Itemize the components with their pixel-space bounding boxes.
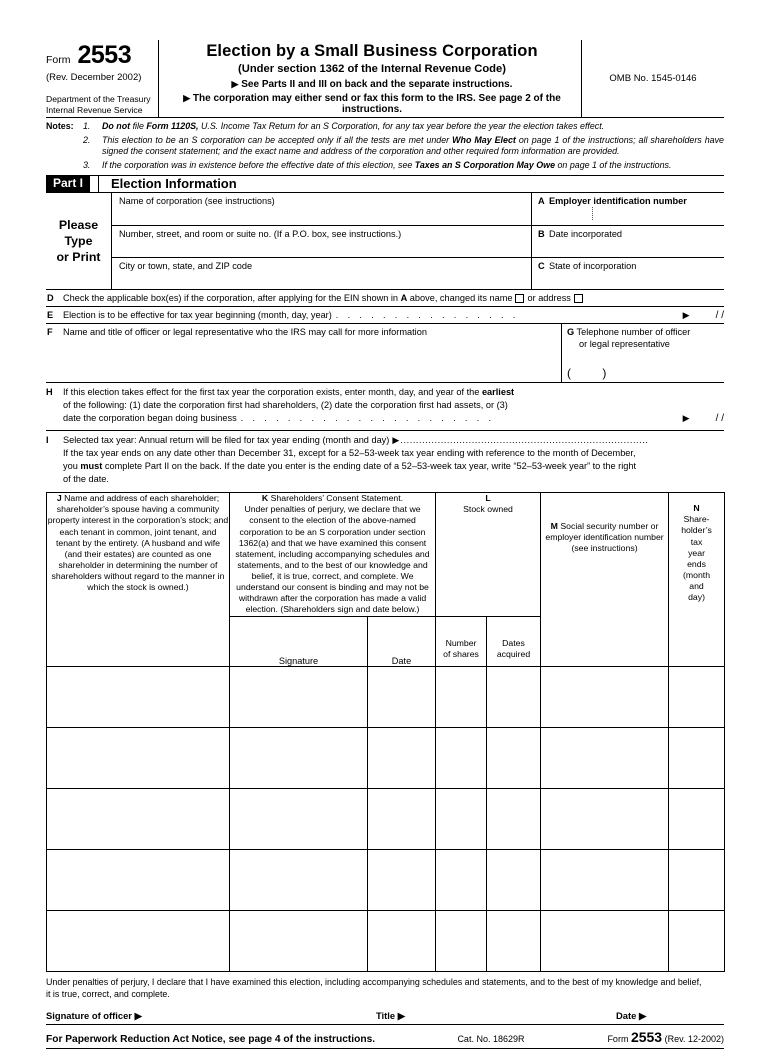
note-item bbox=[46, 160, 724, 172]
item-g-letter: G bbox=[567, 327, 575, 338]
cell-shareholder-consent-date[interactable] bbox=[368, 910, 436, 971]
address-change-checkbox[interactable] bbox=[574, 294, 583, 303]
row-i-line-2 bbox=[46, 447, 724, 460]
subheader-signature bbox=[230, 616, 368, 666]
form-number: 2553 bbox=[77, 41, 132, 69]
note-text: Do not file Form 1120S, U.S. Income Tax Return for an S Corporation, for any tax year before the year the election takes effect. bbox=[102, 120, 605, 131]
row-d-bold-a: A bbox=[400, 293, 408, 304]
form-sheet bbox=[46, 40, 724, 1049]
footer-form-number: 2553 bbox=[630, 1028, 663, 1045]
cell-dates-acquired[interactable] bbox=[487, 788, 541, 849]
row-d-text-mid: above, changed its name bbox=[409, 293, 513, 304]
row-h-indent-3 bbox=[46, 412, 63, 427]
telephone-label-line1: Telephone number of officer bbox=[576, 327, 691, 338]
column-n-text: Share- holder’s tax year ends (month and day) bbox=[681, 514, 712, 603]
cell-tax-year-ends[interactable] bbox=[669, 910, 725, 971]
cell-shareholder-signature[interactable] bbox=[230, 788, 368, 849]
item-c-letter: C bbox=[538, 261, 545, 272]
column-n-key: N bbox=[693, 503, 700, 514]
part-1-badge: Part I bbox=[46, 176, 90, 192]
column-header-n bbox=[669, 493, 725, 666]
cell-shareholder-consent-date[interactable] bbox=[368, 727, 436, 788]
cell-ssn-or-ein[interactable] bbox=[541, 788, 669, 849]
row-i-line-4 bbox=[46, 473, 724, 486]
item-d-letter: D bbox=[47, 293, 54, 304]
name-change-checkbox[interactable] bbox=[515, 294, 524, 303]
cell-shareholder-consent-date[interactable] bbox=[368, 788, 436, 849]
row-i-indent-2 bbox=[46, 447, 63, 460]
form-revision: (Rev. December 2002) bbox=[46, 72, 142, 83]
subheader-dates-acquired bbox=[487, 616, 541, 666]
name-of-corporation-field[interactable] bbox=[112, 193, 532, 225]
subheader-number-of-shares bbox=[436, 616, 487, 666]
date-incorporated-field[interactable] bbox=[532, 226, 724, 257]
telephone-field[interactable] bbox=[562, 324, 724, 382]
row-i-text-3a: you bbox=[63, 461, 81, 472]
instruction-line-2 bbox=[167, 93, 577, 117]
cell-tax-year-ends[interactable] bbox=[669, 727, 725, 788]
row-i-line-3 bbox=[46, 460, 724, 473]
cell-shareholder-name-address[interactable] bbox=[47, 849, 230, 910]
city-state-zip-label: City or town, state, and ZIP code bbox=[119, 261, 253, 272]
row-street-address[interactable] bbox=[112, 225, 724, 257]
row-h-line-3 bbox=[46, 412, 724, 427]
table-row bbox=[47, 788, 725, 849]
item-h-letter: H bbox=[46, 386, 53, 397]
note-text: If the corporation was in existence before the effective date of this election, see Taxes an S Corporation May Owe on page 1 of the instructions. bbox=[102, 159, 672, 170]
signature-arrow-icon: ▶ bbox=[134, 1009, 142, 1021]
state-of-incorporation-label: State of incorporation bbox=[549, 261, 637, 272]
subheader-date bbox=[368, 616, 436, 666]
footer-form-id bbox=[607, 1029, 724, 1045]
form-word-label: Form bbox=[46, 54, 71, 66]
catalog-number: Cat. No. 18629R bbox=[457, 1033, 525, 1044]
title-label: Title bbox=[376, 1009, 396, 1021]
row-h-text-1a: If this election takes effect for the first tax year the corporation exists, enter month, day, and year of the bbox=[63, 386, 482, 397]
telephone-label-line2: or legal representative bbox=[579, 339, 670, 350]
cell-ssn-or-ein[interactable] bbox=[541, 666, 669, 727]
row-i-dot-leader[interactable]: ................................................................................ bbox=[400, 434, 649, 445]
signature-of-officer-field[interactable] bbox=[46, 1010, 376, 1022]
row-i-line-1 bbox=[46, 434, 724, 447]
row-d-name-address-change[interactable] bbox=[46, 290, 724, 307]
row-h-text-1 bbox=[63, 386, 514, 399]
row-i-indent-4 bbox=[46, 473, 63, 486]
ein-label: Employer identification number bbox=[549, 196, 687, 207]
page-title: Election by a Small Business Corporation bbox=[206, 42, 538, 60]
cell-dates-acquired[interactable] bbox=[487, 727, 541, 788]
item-i-letter: I bbox=[46, 434, 49, 445]
cell-dates-acquired[interactable] bbox=[487, 666, 541, 727]
instruction-2-text: The corporation may either send or fax this form to the IRS. See page 2 of the instructions. bbox=[192, 92, 561, 115]
column-j-key: J bbox=[56, 493, 62, 504]
note-text: This election to be an S corporation can be accepted only if all the tests are met under Who May Elect on page 1 of the instructions; all shareholders have signed the consent statement; and the exact name and address of the corporation and other required form information are provided. bbox=[102, 134, 724, 157]
name-of-corporation-label: Name of corporation (see instructions) bbox=[119, 196, 275, 207]
subheader-dates-acquired-label: Dates acquired bbox=[496, 638, 531, 660]
part-1-title: Election Information bbox=[98, 175, 724, 193]
row-i-selected-tax-year[interactable] bbox=[46, 431, 724, 492]
cell-shareholder-signature[interactable] bbox=[230, 849, 368, 910]
row-d-text-before: Check the applicable box(es) if the corporation, after applying for the EIN shown in bbox=[63, 293, 399, 304]
row-e-dot-leader: . . . . . . . . . . . . . . . . bbox=[335, 310, 519, 321]
row-d-or-address: or address bbox=[527, 293, 571, 304]
column-m-key: M bbox=[550, 521, 558, 532]
table-row bbox=[47, 849, 725, 910]
part-1-bar bbox=[46, 175, 724, 193]
department-line-2: Internal Revenue Service bbox=[46, 104, 143, 115]
form-header bbox=[46, 40, 724, 117]
cell-number-of-shares[interactable] bbox=[436, 666, 487, 727]
row-i-text-2: If the tax year ends on any date other than December 31, except for a 52–53-week tax year ending with reference to the month of December, bbox=[63, 448, 636, 459]
address-rows bbox=[112, 193, 724, 289]
row-i-text-must: must bbox=[80, 461, 103, 472]
notes-section bbox=[46, 118, 724, 175]
department-block bbox=[46, 94, 152, 115]
footer-form-word: Form bbox=[607, 1033, 629, 1044]
row-h-arrow-icon: ▶ bbox=[682, 413, 690, 424]
row-e-text: Election is to be effective for tax year beginning (month, day, year) bbox=[63, 310, 332, 321]
cell-shareholder-signature[interactable] bbox=[230, 666, 368, 727]
subheader-number-of-shares-label: Number of shares bbox=[443, 638, 479, 660]
street-address-field[interactable] bbox=[112, 226, 532, 257]
telephone-parentheses[interactable]: ( ) bbox=[567, 366, 621, 381]
note-item bbox=[46, 135, 724, 158]
perjury-line-1: Under penalties of perjury, I declare that I have examined this election, including accompanying schedules and statements, and to the best of my knowledge and belief, bbox=[46, 976, 702, 987]
state-of-incorporation-field[interactable] bbox=[532, 258, 724, 289]
column-j-text: Name and address of each shareholder; shareholder’s spouse having a community property interest in the corporation’s stock; and each tenant in common, joint tenant, and tenant by the entirety. (A husband and wife (and their estates) are counted as one shareholder in determining the number of shareholders without regard to the manner in which the stock is owned.) bbox=[47, 493, 229, 593]
signature-of-officer-label: Signature of officer bbox=[46, 1009, 132, 1021]
notes-label-spacer bbox=[46, 160, 83, 172]
title-arrow-icon: ▶ bbox=[397, 1009, 405, 1021]
omb-number: OMB No. 1545-0146 bbox=[609, 72, 697, 84]
column-k-key: K bbox=[261, 493, 269, 504]
instruction-line-1 bbox=[167, 79, 577, 90]
page-subtitle: (Under section 1362 of the Internal Revenue Code) bbox=[238, 62, 506, 75]
cell-shareholder-name-address[interactable] bbox=[47, 727, 230, 788]
row-h-line-1 bbox=[46, 386, 724, 399]
cell-shareholder-signature[interactable] bbox=[230, 727, 368, 788]
perjury-line-2: it is true, correct, and complete. bbox=[46, 988, 170, 999]
cell-number-of-shares[interactable] bbox=[436, 788, 487, 849]
cell-shareholder-name-address[interactable] bbox=[47, 666, 230, 727]
signature-line bbox=[46, 1010, 724, 1025]
cell-ssn-or-ein[interactable] bbox=[541, 849, 669, 910]
row-i-text-1: Selected tax year: Annual return will be filed for tax year ending (month and day) bbox=[63, 434, 390, 445]
type-print-text: Please Type or Print bbox=[56, 217, 101, 265]
cell-ssn-or-ein[interactable] bbox=[541, 910, 669, 971]
header-left-block bbox=[46, 40, 159, 117]
row-name-of-corporation[interactable] bbox=[112, 193, 724, 225]
item-b-letter: B bbox=[538, 229, 545, 240]
note-number: 1. bbox=[83, 120, 91, 131]
item-e-letter: E bbox=[47, 310, 54, 321]
row-e-arrow-icon: ▶ bbox=[682, 309, 690, 320]
cell-tax-year-ends[interactable] bbox=[669, 849, 725, 910]
row-i-text-3 bbox=[63, 460, 636, 473]
street-address-label: Number, street, and room or suite no. (If a P.O. box, see instructions.) bbox=[119, 229, 402, 240]
perjury-statement bbox=[46, 972, 724, 1010]
cell-shareholder-consent-date[interactable] bbox=[368, 849, 436, 910]
row-f-officer-and-phone[interactable] bbox=[46, 324, 724, 383]
cell-shareholder-name-address[interactable] bbox=[47, 788, 230, 849]
date-label: Date bbox=[616, 1009, 637, 1021]
item-f-letter: F bbox=[47, 327, 53, 338]
cell-shareholder-name-address[interactable] bbox=[47, 910, 230, 971]
notes-label-spacer bbox=[46, 135, 83, 158]
row-city-state-zip[interactable] bbox=[112, 257, 724, 289]
date-incorporated-label: Date incorporated bbox=[549, 229, 623, 240]
paperwork-reduction-notice: For Paperwork Reduction Act Notice, see page 4 of the instructions. bbox=[46, 1033, 376, 1045]
cell-tax-year-ends[interactable] bbox=[669, 666, 725, 727]
row-h-dot-leader: . . . . . . . . . . . . . . . . . . . . . . bbox=[240, 413, 495, 424]
form-footer bbox=[46, 1025, 724, 1049]
cell-number-of-shares[interactable] bbox=[436, 849, 487, 910]
column-header-k bbox=[230, 493, 436, 616]
row-i-arrow-icon: ▶ bbox=[392, 434, 400, 445]
cell-dates-acquired[interactable] bbox=[487, 849, 541, 910]
corporation-address-block bbox=[46, 193, 724, 290]
column-l-key: L bbox=[485, 493, 491, 504]
row-h-text-3: date the corporation began doing business bbox=[63, 413, 237, 424]
subheader-date-label: Date bbox=[391, 655, 412, 666]
row-h-text-earliest: earliest bbox=[481, 386, 515, 397]
notes-label: Notes: bbox=[46, 120, 74, 131]
please-type-or-print-label bbox=[46, 193, 112, 289]
department-line-1: Department of the Treasury bbox=[46, 94, 151, 104]
row-i-indent-3 bbox=[46, 460, 63, 473]
row-h-line-2 bbox=[46, 399, 724, 412]
column-k-title-line bbox=[230, 493, 435, 504]
table-row bbox=[47, 727, 725, 788]
cell-shareholder-signature[interactable] bbox=[230, 910, 368, 971]
row-i-text-3b: complete Part II on the back. If the date you enter is the ending date of a 52–53-week tax year, write “52–53-week year” to the right bbox=[102, 461, 637, 472]
subheader-signature-label: Signature bbox=[278, 655, 319, 666]
omb-block bbox=[582, 40, 724, 117]
column-k-title: Shareholders’ Consent Statement. bbox=[270, 493, 404, 504]
date-field[interactable] bbox=[616, 1010, 724, 1022]
item-a-letter: A bbox=[538, 196, 545, 207]
row-h-first-tax-year[interactable] bbox=[46, 383, 724, 431]
shareholder-rows-body bbox=[47, 666, 725, 971]
table-row bbox=[47, 666, 725, 727]
column-header-j bbox=[47, 493, 230, 666]
row-i-text-4: of the date. bbox=[63, 474, 109, 485]
title-field[interactable] bbox=[376, 1010, 616, 1022]
note-number: 3. bbox=[83, 159, 91, 170]
triangle-bullet-icon: ▶ bbox=[231, 78, 239, 89]
date-arrow-icon: ▶ bbox=[638, 1009, 647, 1021]
row-h-text-2: of the following: (1) date the corporation first had shareholders, (2) date the corporation first had assets, or (3) bbox=[63, 400, 508, 411]
form-id-line bbox=[46, 40, 152, 68]
row-h-date-slashes[interactable]: / / bbox=[715, 413, 724, 425]
cell-dates-acquired[interactable] bbox=[487, 910, 541, 971]
column-k-text: Under penalties of perjury, we declare that we consent to the election of the above-named corporation to be an S corporation under section 1362(a) and that we have examined this consent statement, including accompanying schedules and statements, and to the best of our knowledge and belief, it is true, correct, and complete. We understand our consent is binding and may not be withdrawn after the corporation has made a valid election. (Shareholders sign and date below.) bbox=[235, 504, 430, 615]
ein-field[interactable] bbox=[532, 193, 724, 225]
footer-form-rev: (Rev. 12-2002) bbox=[664, 1033, 724, 1044]
column-header-l bbox=[436, 493, 541, 616]
column-header-m bbox=[541, 493, 669, 666]
city-state-zip-field[interactable] bbox=[112, 258, 532, 289]
cell-ssn-or-ein[interactable] bbox=[541, 727, 669, 788]
cell-tax-year-ends[interactable] bbox=[669, 788, 725, 849]
ein-dotted-separator-icon bbox=[592, 207, 593, 220]
row-h-indent-2 bbox=[46, 399, 63, 412]
cell-shareholder-consent-date[interactable] bbox=[368, 666, 436, 727]
officer-name-title-label: Name and title of officer or legal representative who the IRS may call for more information bbox=[63, 327, 427, 338]
column-m-text: Social security number or employer identification number (see instructions) bbox=[545, 521, 664, 554]
note-number: 2. bbox=[83, 134, 91, 145]
note-item bbox=[46, 121, 724, 133]
triangle-bullet-icon-2: ▶ bbox=[183, 92, 191, 103]
row-e-effective-date[interactable] bbox=[46, 307, 724, 324]
shareholders-table bbox=[46, 492, 725, 971]
table-row bbox=[47, 910, 725, 971]
header-title-block bbox=[159, 40, 582, 117]
column-l-title: Stock owned bbox=[463, 504, 513, 515]
table-header-row bbox=[47, 493, 725, 616]
officer-name-title-field[interactable] bbox=[46, 324, 562, 382]
cell-number-of-shares[interactable] bbox=[436, 727, 487, 788]
row-e-date-slashes[interactable]: / / bbox=[715, 309, 724, 321]
cell-number-of-shares[interactable] bbox=[436, 910, 487, 971]
instruction-1-text: See Parts II and III on back and the separate instructions. bbox=[241, 78, 513, 90]
